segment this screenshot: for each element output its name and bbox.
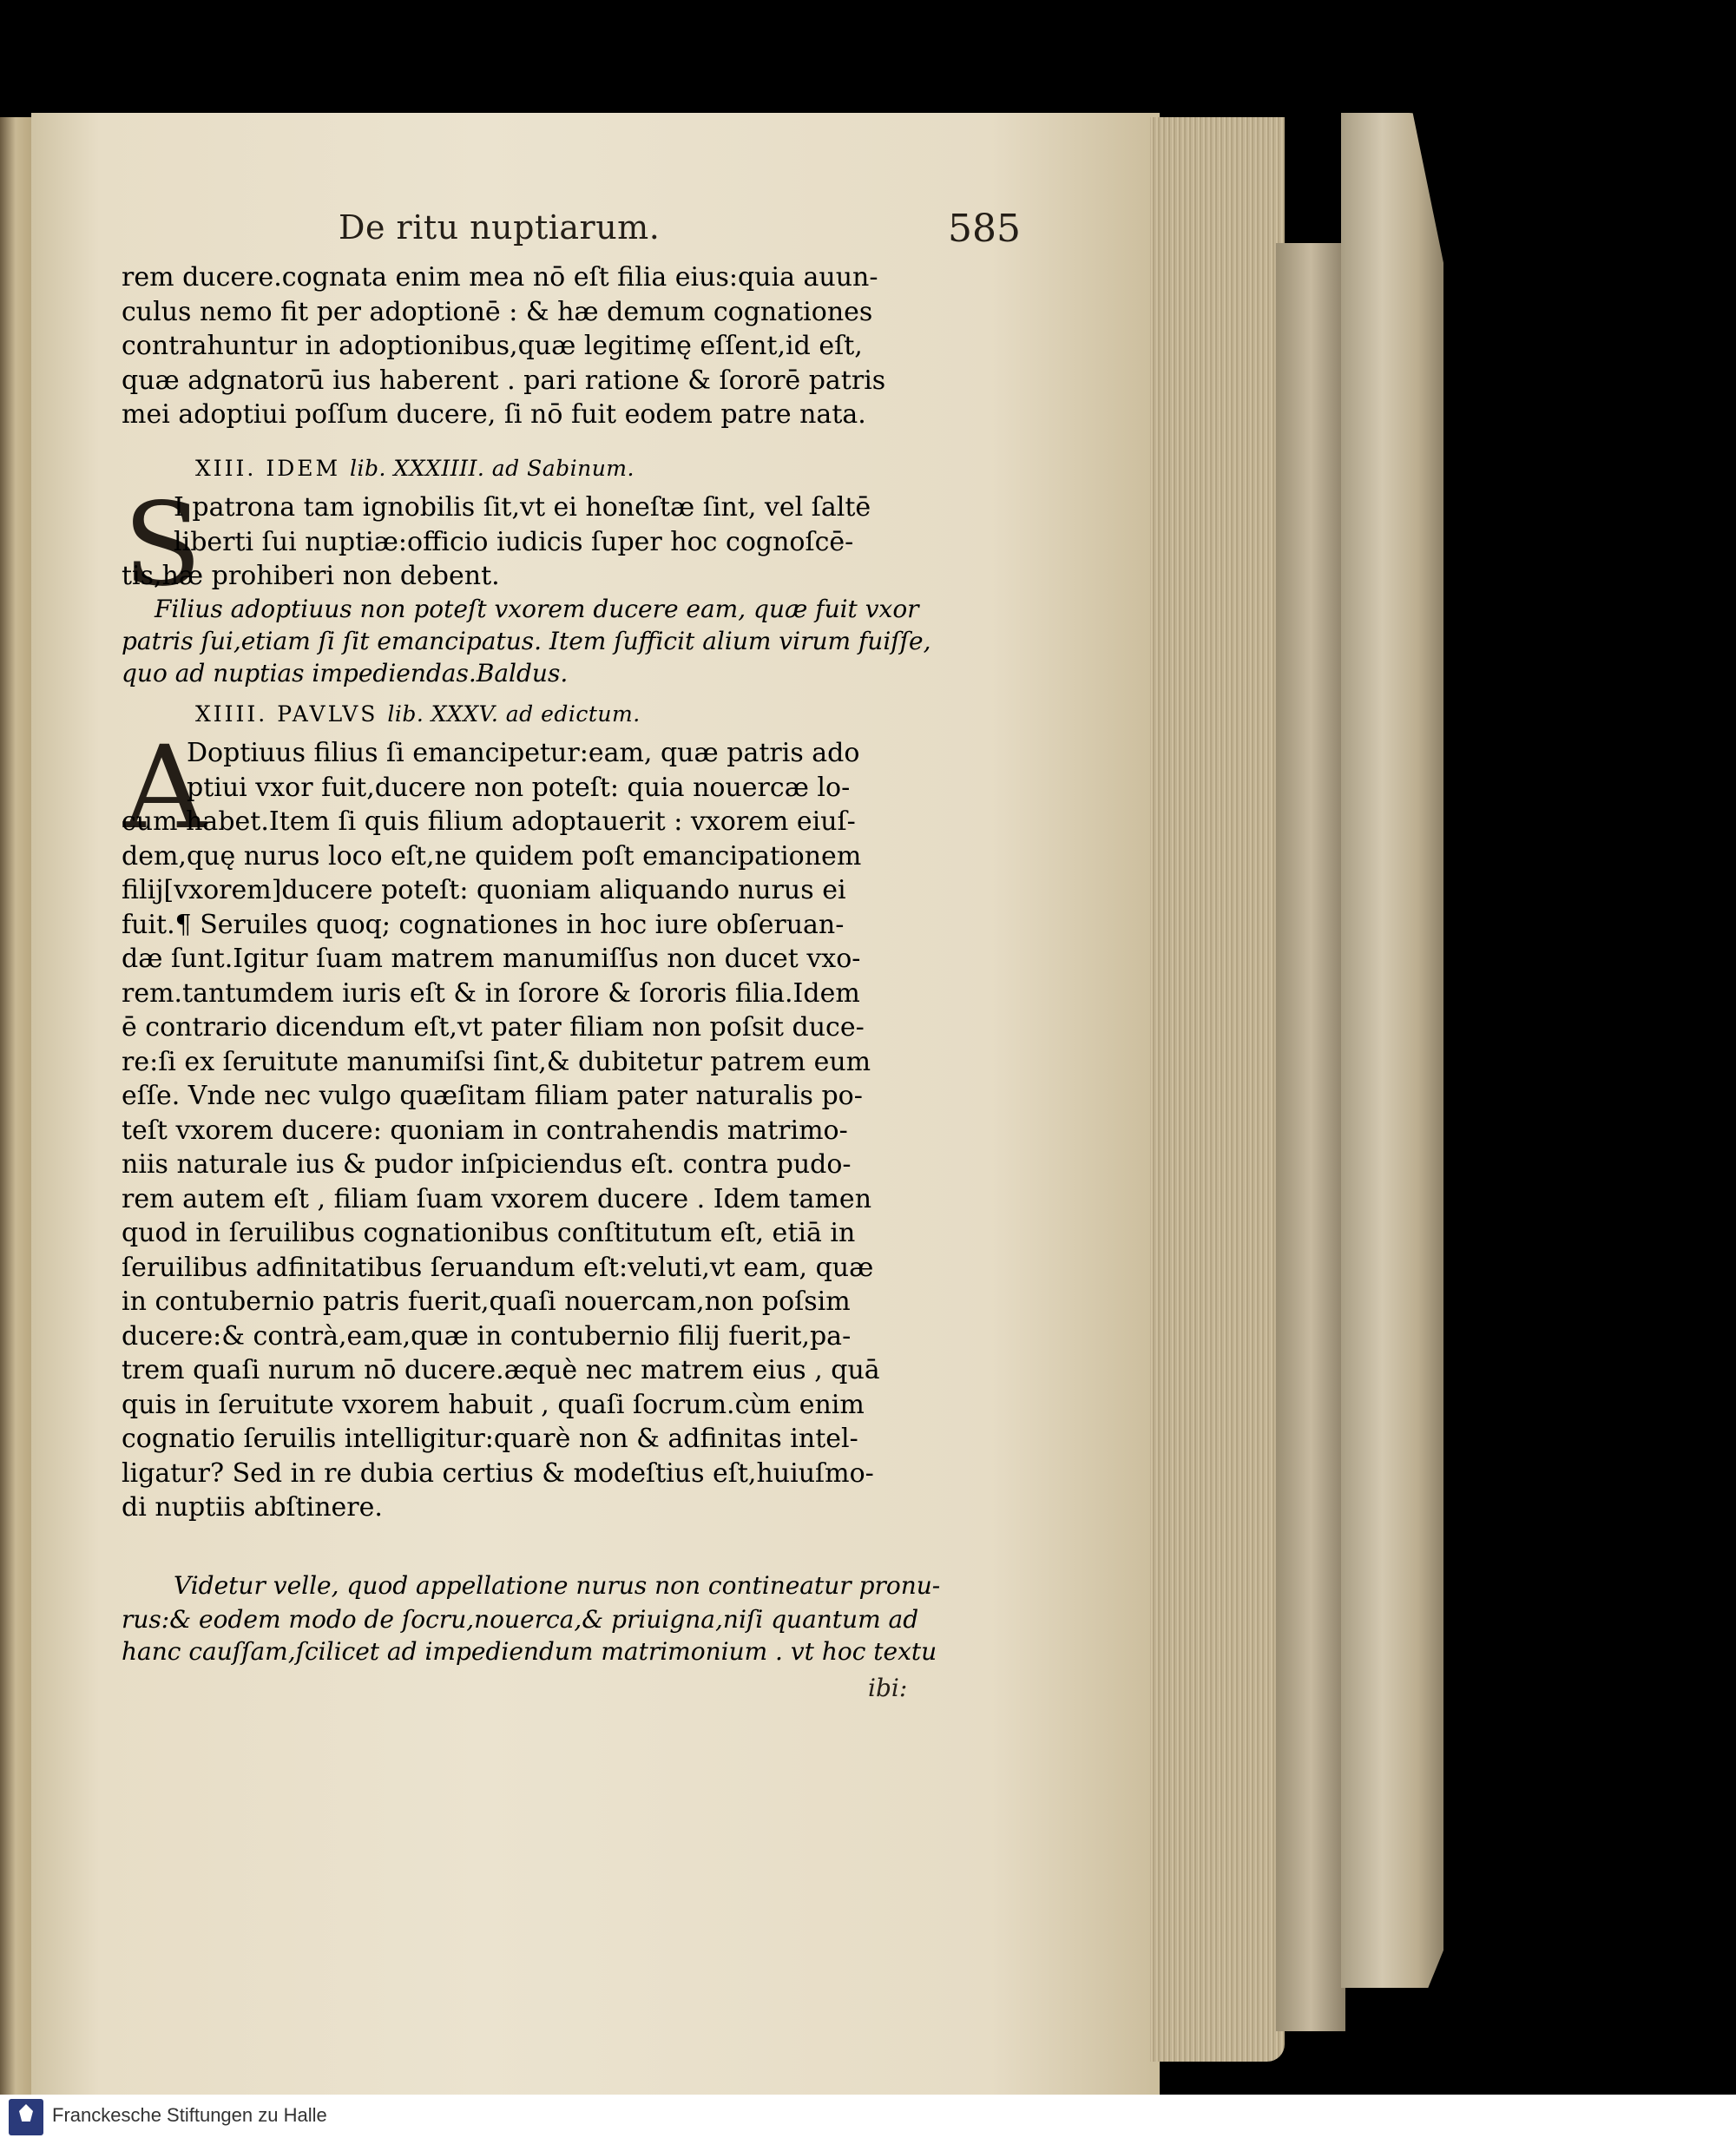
vellum-cover <box>1341 113 1443 1988</box>
text-line: culus nemo fit per adoptionē : & hæ demum cognationes <box>122 296 873 327</box>
heading-caps: XIIII. PAVLVS <box>195 701 378 727</box>
text-line: niis naturale ius & pudor inſpiciendus eſt. contra pudo- <box>122 1149 852 1180</box>
text-line: contrahuntur in adoptionibus,quæ legitimę eſſent,id eſt, <box>122 331 863 361</box>
text-line: rem autem eſt , filiam ſuam vxorem ducere . Idem tamen <box>122 1183 872 1214</box>
text-line: ē contrario dicendum eſt,vt pater filiam non poſsit duce- <box>122 1012 865 1043</box>
text-line: di nuptiis abſtinere. <box>122 1492 383 1523</box>
text-line: teſt vxorem ducere: quoniam in contrahendis matrimo- <box>122 1115 848 1146</box>
gloss-line: patris ſui,etiam ſi ſit emancipatus. Item ſufficit alium virum fuiſſe, <box>122 627 931 655</box>
text-line: dæ ſunt.Igitur ſuam matrem manumiſſus non ducet vxo- <box>122 944 861 974</box>
heading-italic: lib. XXXIIII. ad Sabinum. <box>350 456 635 481</box>
gloss-2 <box>174 1569 941 1602</box>
running-head: De ritu nuptiarum. <box>339 208 661 247</box>
gloss-line: Filius adoptiuus non poteſt vxorem ducere eam, quæ fuit vxor <box>155 595 919 623</box>
text-line: rem.tantumdem iuris eſt & in ſorore & ſororis filia.Idem <box>122 977 860 1009</box>
gloss-line: quo ad nuptias impediendas.Baldus. <box>122 659 569 687</box>
section-heading-13 <box>195 456 981 481</box>
text-line: quæ adgnatorū ius haberent . pari ratione & ſororē patris <box>122 365 886 396</box>
text-line: eſſe. Vnde nec vulgo quæſitam filiam pater naturalis po- <box>122 1081 863 1111</box>
text-line: trem quaſi nurum nō ducere.æquè nec matrem eius , quā <box>122 1355 880 1385</box>
text-line: filij[vxorem]ducere poteſt: quoniam aliquando nurus ei <box>122 875 846 905</box>
text-line: rem ducere.cognata enim mea nō eſt filia eius:quia auun- <box>122 262 878 293</box>
page-number: 585 <box>948 207 1021 251</box>
gloss-1 <box>155 593 919 625</box>
section-heading-14 <box>195 701 981 727</box>
text-line: cum habet.Item ſi quis filium adoptauerit : vxorem eiuſ- <box>122 806 856 837</box>
heading-italic: lib. XXXV. ad edictum. <box>387 701 641 727</box>
gloss-line: Videtur velle, quod appellatione nurus non contineatur pronu- <box>174 1571 941 1600</box>
text-line: ligatur? Sed in re dubia certius & modeſtius eſt,huiuſmo- <box>122 1457 874 1489</box>
catchword: ibi: <box>868 1674 908 1702</box>
text-line: ptiui vxor fuit,ducere non poteſt: quia nouercæ lo- <box>187 772 851 803</box>
text-line: fuit.¶ Seruiles quoq; cognationes in hoc iure obſeruan- <box>122 909 845 940</box>
paragraph-3 <box>187 736 907 805</box>
text-line: ſeruilibus adfinitatibus ſeruandum eſt:veluti,vt eam, quæ <box>122 1252 874 1283</box>
gloss-1-cont <box>122 625 931 689</box>
facing-page-edge <box>0 117 31 2101</box>
text-line: liberti ſui nuptiæ:officio iudicis ſuper hoc cognoſcē- <box>174 526 854 557</box>
text-line: ducere:& contrà,eam,quæ in contubernio filij fuerit,pa- <box>122 1320 852 1352</box>
text-line: re:ſi ex ſeruitute manumiſsi ſint,& dubitetur patrem eum <box>122 1046 871 1077</box>
text-line: quis in ſeruitute vxorem habuit , quaſi ſocrum.cùm enim <box>122 1389 865 1420</box>
text-line: Doptiuus filius ſi emancipetur:eam, quæ patris ado <box>187 738 860 768</box>
page-block-edges <box>1150 117 1285 2062</box>
gloss-line: hanc cauſſam,ſcilicet ad impediendum matrimonium . vt hoc textu <box>122 1637 937 1666</box>
cover-inner-edge <box>1276 243 1345 2031</box>
paragraph-2-cont <box>122 559 907 594</box>
text-line: quod in ſeruilibus cognationibus conſtitutum eſt, etiā in <box>122 1218 856 1248</box>
gloss-2-cont <box>122 1603 937 1668</box>
gloss-line: rus:& eodem modo de ſocru,nouerca,& priuigna,niſi quantum ad <box>122 1605 919 1634</box>
text-line: tis,hæ prohiberi non debent. <box>122 561 500 591</box>
paragraph-3-cont <box>122 805 907 1525</box>
drop-cap-s: S <box>123 478 202 612</box>
text-line: dem,quę nurus loco eſt,ne quidem poſt emancipationem <box>122 840 862 872</box>
heading-caps: XIII. IDEM <box>195 456 341 481</box>
paragraph-2 <box>174 490 907 559</box>
footer-credit: Franckesche Stiftungen zu Halle <box>52 2104 327 2126</box>
paragraph-1 <box>122 260 907 432</box>
text-line: I patrona tam ignobilis ſit,vt ei honeſtæ ſint, vel ſaltē <box>174 492 871 523</box>
text-line: cognatio ſeruilis intelligitur:quarè non & adfinitas intel- <box>122 1424 858 1454</box>
text-line: mei adoptiui poſſum ducere, ſi nō fuit eodem patre nata. <box>122 399 866 430</box>
text-line: in contubernio patris fuerit,quaſi nouercam,non poſsim <box>122 1286 851 1317</box>
institution-logo-icon <box>9 2099 43 2135</box>
drop-cap-a: A <box>123 721 207 855</box>
